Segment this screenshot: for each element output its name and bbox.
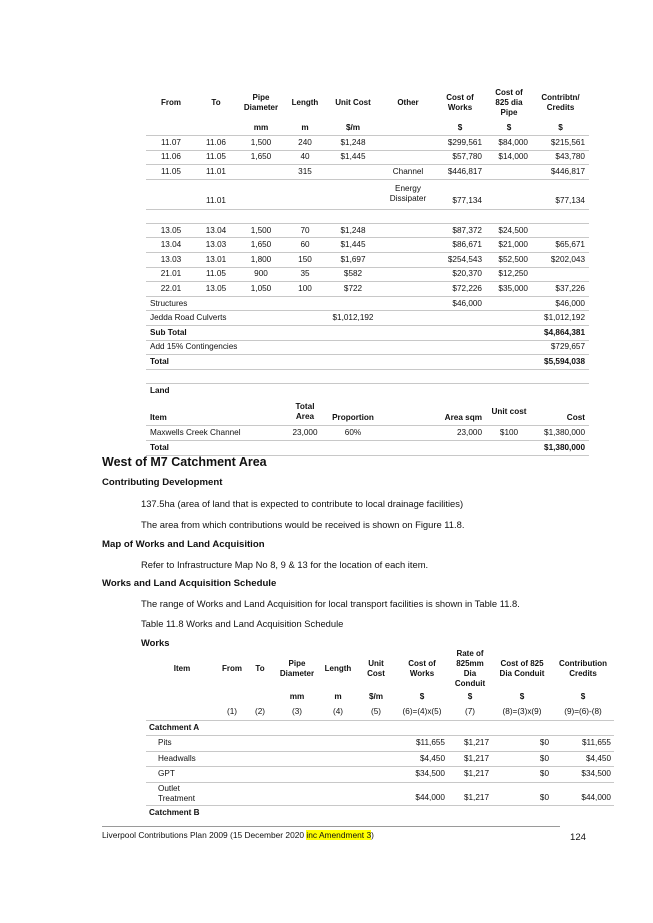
cell (236, 165, 286, 180)
col-header: Rate of 825mm Dia Conduit (454, 649, 486, 688)
unit-cell (246, 689, 274, 705)
unit-cell (146, 689, 218, 705)
land-label-row (146, 383, 589, 398)
footer (102, 830, 374, 840)
unit-cell (146, 121, 196, 136)
footer-text: Liverpool Contributions Plan 2009 (15 December 2020 (102, 830, 307, 840)
jedda-row (146, 311, 589, 326)
cell: $582 (324, 267, 382, 282)
cell: $1,248 (324, 223, 382, 238)
cell: 11.01 (196, 179, 236, 209)
col-header: Item (146, 398, 286, 426)
cell: Pits (146, 736, 218, 752)
row-label: Jedda Road Culverts (146, 311, 324, 326)
cell: Maxwells Creek Channel (146, 426, 286, 441)
cell: $0 (492, 782, 552, 805)
cell: 13.01 (196, 253, 236, 268)
col-number: (6)=(4)x(5) (396, 705, 448, 721)
col-number: (5) (356, 705, 396, 721)
cell: 23,000 (434, 426, 486, 441)
contributing-paragraph-1: 137.5ha (area of land that is expected to contribute to local drainage facilities) (141, 498, 464, 509)
cell: $57,780 (434, 150, 486, 165)
cell: 60% (324, 426, 382, 441)
cell: $21,000 (486, 238, 532, 253)
unit-cell: mm (236, 121, 286, 136)
cell: 21.01 (146, 267, 196, 282)
cell: 1,800 (236, 253, 286, 268)
col-header: Total Area (286, 398, 324, 426)
schedule-paragraph: The range of Works and Land Acquisition for local transport facilities is shown in Table 11.8. (141, 598, 520, 609)
cell: 23,000 (286, 426, 324, 441)
map-paragraph: Refer to Infrastructure Map No 8, 9 & 13 for the location of each item. (141, 559, 429, 570)
cell (532, 223, 589, 238)
cell: $43,780 (532, 150, 589, 165)
col-header: Unit cost (486, 398, 532, 426)
table-header-row (146, 649, 614, 689)
row-label: Structures (146, 296, 434, 311)
col-header: Length (324, 664, 352, 673)
cell (532, 267, 589, 282)
col-number: (9)=(6)-(8) (552, 705, 614, 721)
col-number: (7) (448, 705, 492, 721)
cell: $100 (486, 426, 532, 441)
cell: $12,250 (486, 267, 532, 282)
cell: $11,655 (396, 736, 448, 752)
cell: $215,561 (532, 136, 589, 151)
cell (486, 179, 532, 209)
cell: 40 (286, 150, 324, 165)
cell: 60 (286, 238, 324, 253)
table-row (146, 767, 614, 783)
cell: $0 (492, 751, 552, 767)
blank-row (146, 209, 589, 223)
col-header: Contribution Credits (559, 659, 607, 678)
cell: $72,226 (434, 282, 486, 297)
col-header: To (255, 664, 265, 673)
unit-cell: $ (532, 121, 589, 136)
cell: 1,500 (236, 223, 286, 238)
col-number: (2) (246, 705, 274, 721)
cell: 100 (286, 282, 324, 297)
contributing-heading: Contributing Development (102, 477, 223, 488)
column-number-row (146, 705, 614, 721)
row-label: Total (146, 441, 532, 456)
units-row (146, 689, 614, 705)
cell: 1,050 (236, 282, 286, 297)
catchment-label: Catchment A (146, 720, 614, 736)
col-header: Item (173, 664, 191, 673)
cell: $254,543 (434, 253, 486, 268)
footer-highlight: inc Amendment 3 (306, 830, 372, 840)
cell: GPT (146, 767, 218, 783)
cell (382, 150, 434, 165)
col-number: (4) (320, 705, 356, 721)
blank-row (146, 369, 589, 383)
cell: $1,248 (324, 136, 382, 151)
cell: 70 (286, 223, 324, 238)
catchment-label: Catchment B (149, 808, 200, 817)
row-label: Total (146, 355, 532, 370)
unit-cell (218, 689, 246, 705)
cell: 13.04 (196, 223, 236, 238)
col-header: Other (397, 98, 419, 107)
cell: 11.01 (196, 165, 236, 180)
cell (146, 179, 196, 209)
col-number (146, 705, 218, 721)
table-row (146, 179, 589, 209)
col-header: Cost of Works (408, 659, 436, 678)
cell: 11.06 (196, 136, 236, 151)
cell: $1,380,000 (532, 426, 589, 441)
cell: $0 (492, 736, 552, 752)
cell: 1,500 (236, 136, 286, 151)
unit-cell: $ (419, 691, 425, 701)
cell (324, 179, 382, 209)
cell: $46,000 (434, 296, 486, 311)
unit-cell: mm (289, 691, 305, 701)
unit-cell: $ (434, 121, 486, 136)
cell: $86,671 (434, 238, 486, 253)
col-header: From (161, 98, 181, 107)
col-header: From (222, 664, 242, 673)
unit-cell: $ (467, 691, 473, 701)
structures-row (146, 296, 589, 311)
cell (324, 165, 382, 180)
cell: $4,450 (552, 751, 614, 767)
catchment-a-row (146, 720, 614, 736)
table-row (146, 282, 589, 297)
land-label: Land (150, 385, 170, 395)
subtotal-row (146, 326, 589, 341)
col-header: To (211, 98, 221, 107)
works-schedule-table (146, 649, 614, 821)
drainage-works-table (146, 85, 589, 456)
cell: Energy Dissipater (382, 179, 434, 209)
cell: $722 (324, 282, 382, 297)
col-number: (8)=(3)x(9) (492, 705, 552, 721)
footer-divider (102, 826, 560, 827)
cell: $1,217 (448, 782, 492, 805)
table-row (146, 253, 589, 268)
land-total-row (146, 441, 589, 456)
col-header: Cost of 825 Dia Conduit (499, 659, 545, 678)
cell: $1,012,192 (324, 311, 382, 326)
cell: $1,445 (324, 150, 382, 165)
land-header-row (146, 398, 589, 426)
cell: $1,217 (448, 767, 492, 783)
cell: $1,217 (448, 736, 492, 752)
land-row (146, 426, 589, 441)
cell: $65,671 (532, 238, 589, 253)
cell: $44,000 (552, 782, 614, 805)
cell: 22.01 (146, 282, 196, 297)
col-header: Unit Cost (335, 98, 371, 107)
unit-cell: $/m (368, 691, 384, 701)
unit-cell (196, 121, 236, 136)
cell: $299,561 (434, 136, 486, 151)
cell (382, 238, 434, 253)
cell: 11.07 (146, 136, 196, 151)
cell: 13.04 (146, 238, 196, 253)
cell: $446,817 (532, 165, 589, 180)
cell: 11.05 (146, 165, 196, 180)
contingency-row (146, 340, 589, 355)
subtotal-value: $4,864,381 (532, 326, 589, 341)
cell: $202,043 (532, 253, 589, 268)
cell: $14,000 (486, 150, 532, 165)
col-number: (3) (274, 705, 320, 721)
cell: $1,697 (324, 253, 382, 268)
cell: Channel (382, 165, 434, 180)
row-label: Sub Total (146, 326, 532, 341)
cell: $44,000 (396, 782, 448, 805)
unit-cell: $ (486, 121, 532, 136)
footer-close: ) (371, 830, 374, 840)
cell: 900 (236, 267, 286, 282)
catchment-b-row (146, 805, 614, 821)
col-header: Length (291, 98, 319, 107)
table-row (146, 223, 589, 238)
cell (382, 136, 434, 151)
cell: 1,650 (236, 238, 286, 253)
table-row (146, 150, 589, 165)
col-header: Cost of 825 dia Pipe (495, 88, 523, 117)
col-header: Pipe Diameter (243, 93, 279, 112)
cell: 13.03 (146, 253, 196, 268)
cell: $11,655 (552, 736, 614, 752)
cell: $1,012,192 (532, 311, 589, 326)
cell: $46,000 (532, 296, 589, 311)
unit-cell: $/m (324, 121, 382, 136)
col-header: Proportion (324, 398, 382, 426)
table-caption: Table 11.8 Works and Land Acquisition Schedule (141, 618, 344, 629)
cell: $34,500 (552, 767, 614, 783)
unit-cell: m (334, 691, 342, 701)
cell: $1,217 (448, 751, 492, 767)
table-row (146, 238, 589, 253)
table-row (146, 751, 614, 767)
cell (382, 267, 434, 282)
contingency-value: $729,657 (532, 340, 589, 355)
table-row (146, 165, 589, 180)
cell: $77,134 (532, 179, 589, 209)
contributing-paragraph-2: The area from which contributions would be received is shown on Figure 11.8. (141, 519, 465, 530)
schedule-heading: Works and Land Acquisition Schedule (102, 578, 277, 589)
cell: $84,000 (486, 136, 532, 151)
cell (382, 282, 434, 297)
cell: $4,450 (396, 751, 448, 767)
unit-cell: m (286, 121, 324, 136)
cell: $24,500 (486, 223, 532, 238)
land-total-value: $1,380,000 (532, 441, 589, 456)
col-header: Pipe Diameter (279, 659, 315, 678)
page-number: 124 (570, 832, 587, 843)
table-row (146, 736, 614, 752)
cell: $37,226 (532, 282, 589, 297)
col-header: Cost of Works (446, 93, 474, 112)
cell: 11.05 (196, 267, 236, 282)
cell: Headwalls (146, 751, 218, 767)
cell (286, 179, 324, 209)
row-label: Add 15% Contingencies (146, 340, 532, 355)
cell: $87,372 (434, 223, 486, 238)
cell (486, 165, 532, 180)
table-row (146, 136, 589, 151)
map-heading: Map of Works and Land Acquisition (102, 539, 265, 550)
cell: 13.03 (196, 238, 236, 253)
cell: 11.06 (146, 150, 196, 165)
cell: 315 (286, 165, 324, 180)
total-value: $5,594,038 (532, 355, 589, 370)
cell: 13.05 (196, 282, 236, 297)
cell: 35 (286, 267, 324, 282)
col-header: Contribtn/ Credits (541, 93, 580, 112)
unit-cell: $ (519, 691, 525, 701)
cell: Outlet Treatment (146, 782, 218, 805)
cell: $52,500 (486, 253, 532, 268)
cell: $35,000 (486, 282, 532, 297)
cell: $446,817 (434, 165, 486, 180)
cell: $77,134 (434, 179, 486, 209)
col-header: Cost (532, 398, 589, 426)
units-row (146, 121, 589, 136)
unit-cell (382, 121, 434, 136)
cell: $1,445 (324, 238, 382, 253)
cell (382, 253, 434, 268)
cell: $20,370 (434, 267, 486, 282)
unit-cell: $ (580, 691, 586, 701)
table-row (146, 267, 589, 282)
col-number: (1) (218, 705, 246, 721)
works-label: Works (141, 637, 170, 648)
cell: 1,650 (236, 150, 286, 165)
table-header-row (146, 85, 589, 121)
col-header: Unit Cost (367, 659, 385, 678)
cell (236, 179, 286, 209)
cell: $0 (492, 767, 552, 783)
cell: 13.05 (146, 223, 196, 238)
cell: 150 (286, 253, 324, 268)
cell: 11.05 (196, 150, 236, 165)
cell (382, 223, 434, 238)
cell: 240 (286, 136, 324, 151)
total-row (146, 355, 589, 370)
table-row (146, 782, 614, 805)
cell: $34,500 (396, 767, 448, 783)
section-title: West of M7 Catchment Area (102, 455, 267, 469)
col-header: Area sqm (434, 398, 486, 426)
